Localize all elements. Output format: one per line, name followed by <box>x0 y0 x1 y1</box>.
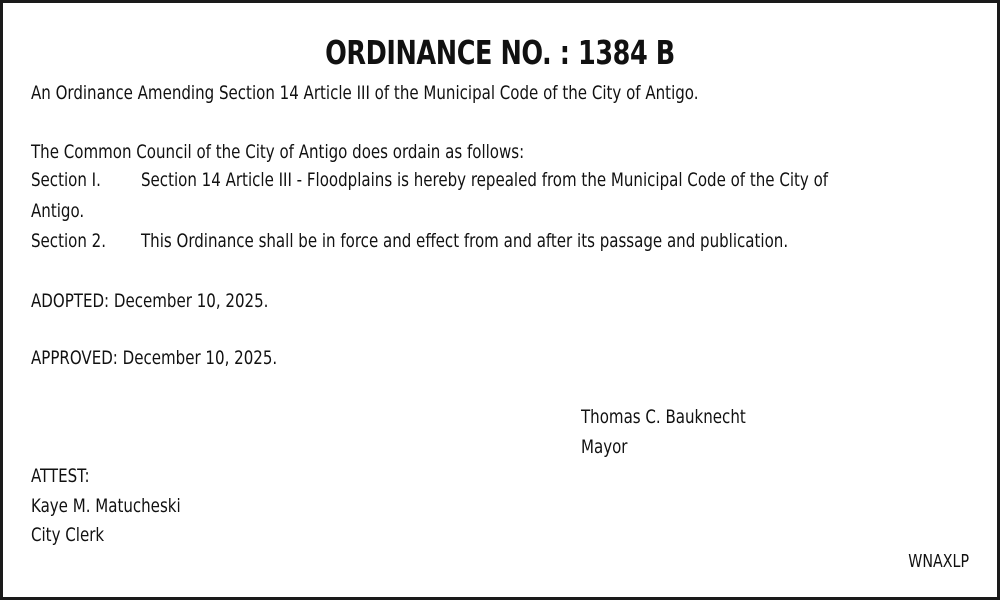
intro-text: The Common Council of the City of Antigo does ordain as follows: <box>31 141 525 163</box>
section-1-label: Section I. <box>31 169 101 191</box>
clerk-name: Kaye M. Matucheski <box>31 495 181 517</box>
section-1 <box>31 167 828 193</box>
approved-date: APPROVED: December 10, 2025. <box>31 347 278 369</box>
section-2 <box>31 228 788 254</box>
attest-label: ATTEST: <box>31 465 90 487</box>
mayor-name: Thomas C. Bauknecht <box>581 406 746 428</box>
footer-code: WNAXLP <box>908 551 969 572</box>
section-1-continuation: Antigo. <box>31 200 85 222</box>
clerk-title: City Clerk <box>31 524 105 546</box>
ordinance-title: ORDINANCE NO. : 1384 B <box>325 33 675 72</box>
adopted-date: ADOPTED: December 10, 2025. <box>31 290 269 312</box>
ordinance-subtitle: An Ordinance Amending Section 14 Article III of the Municipal Code of the City of Antigo. <box>31 82 699 104</box>
section-2-label: Section 2. <box>31 230 107 252</box>
section-1-text: Section 14 Article III - Floodplains is hereby repealed from the Municipal Code of the City of <box>141 169 829 191</box>
mayor-title: Mayor <box>581 436 628 458</box>
section-2-text: This Ordinance shall be in force and effect from and after its passage and publication. <box>141 230 789 252</box>
